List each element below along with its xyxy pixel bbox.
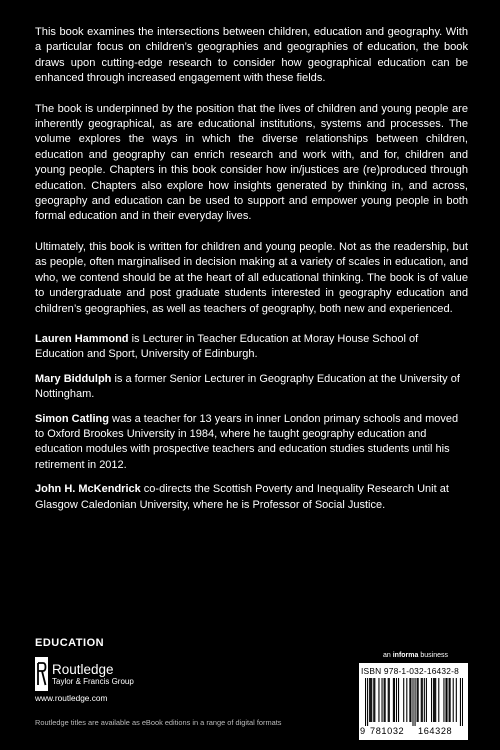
author-bio — [35, 332, 470, 363]
description-paragraph-3: Ultimately, this book is written for children and young people. Not as the readership, but as people, often marginalised in decision making at a variety of scales in education, and who, we contend should be at the heart of all educational thinking. The book is of value to undergraduate and post graduate students interested in geography education and children’s geographies, as well as teachers of geography, both new and experienced. — [35, 240, 468, 315]
author-description: is a former Senior Lecturer in Geography Education at the University of Nottingham. — [35, 372, 460, 401]
barcode-bar — [449, 678, 450, 722]
barcode-bar — [415, 678, 416, 726]
author-description: co-directs the Scottish Poverty and Inequality Research Unit at Glasgow Caledonian University, where he is Professor of Social Justice. — [35, 483, 449, 511]
author-bio — [35, 482, 470, 513]
author-name: Mary Biddulph — [35, 372, 112, 385]
barcode-bar — [456, 678, 457, 722]
barcode-bar — [422, 678, 423, 722]
informa-suffix: business — [418, 652, 448, 659]
barcode-group-2: 164328 — [418, 726, 453, 736]
barcode-bar — [373, 678, 374, 722]
barcode-bar — [417, 678, 418, 722]
barcode-bar — [460, 678, 461, 726]
barcode-bar — [431, 678, 432, 722]
barcode-bar — [393, 678, 394, 722]
informa-prefix: an — [383, 652, 393, 659]
barcode-bar — [403, 678, 404, 722]
description-paragraph-1: This book examines the intersections between children, education and geography. With a particular focus on children’s geographies and geographies of education, the book draws upon cutting-edge research to consider how geographical education can be enhanced through increased engagement with these fields. — [35, 26, 468, 85]
barcode-icon — [365, 678, 463, 726]
publisher-url[interactable]: www.routledge.com — [35, 693, 108, 703]
barcode-bar — [412, 678, 413, 726]
barcode-bar — [374, 678, 375, 722]
author-description: is Lecturer in Teacher Education at Moray House School of Education and Sport, University of Edinburgh. — [35, 333, 419, 361]
barcode-bar — [394, 678, 395, 722]
barcode-bar — [433, 678, 434, 722]
publisher-group: Taylor & Francis Group — [52, 677, 134, 686]
barcode-bar — [384, 678, 385, 722]
barcode-bar — [370, 678, 371, 722]
barcode-bar — [453, 678, 454, 722]
ebook-note: Routledge titles are available as eBook editions in a range of digital formats — [35, 718, 282, 727]
publisher-logo — [35, 656, 235, 692]
barcode-bar — [396, 678, 397, 722]
isbn-barcode — [359, 663, 468, 740]
author-name: Simon Catling — [35, 412, 109, 425]
informa-word: informa — [392, 652, 419, 659]
publisher-names — [52, 662, 134, 686]
isbn-label: ISBN 978-1-032-16432-8 — [361, 666, 459, 676]
description — [35, 25, 468, 332]
description-paragraph-2: The book is underpinned by the position that the lives of children and young people are inherently geographical, as are educational institutions, systems and processes. The volume explores the ways in which the diverse relationships between children, education and geography can enrich research and work with, and for, children and young people. Chapters in this book consider how in/justices are (re)produced through education. Chapters also explore how insights generated by thinking in, and across, geography and education can be used to support and empower young people in both formal education and in their everyday lives. — [35, 102, 468, 223]
author-bios — [35, 332, 470, 522]
author-bio — [35, 372, 470, 403]
barcode-bar — [388, 678, 389, 722]
subject-category: EDUCATION — [35, 637, 105, 649]
barcode-bar — [365, 678, 366, 726]
barcode-bar — [424, 678, 425, 722]
barcode-bar — [398, 678, 399, 722]
barcode-bar — [434, 678, 435, 722]
author-description: was a teacher for 13 years in inner London primary schools and moved to Oxford Brookes University in 1984, where he taught geography education and education modules with prospective teachers and education studies students until his retirement in 2012. — [35, 412, 459, 471]
barcode-bar — [389, 678, 390, 722]
barcode-bar — [421, 678, 422, 722]
barcode-lead-digit: 9 — [360, 726, 366, 736]
barcode-bar — [438, 678, 439, 722]
barcode-bar — [445, 678, 446, 722]
barcode-bar — [382, 678, 383, 722]
barcode-bar — [406, 678, 407, 722]
barcode-bar — [462, 678, 463, 726]
barcode-bar — [435, 678, 436, 722]
barcode-group-1: 781032 — [370, 726, 405, 736]
barcode-bar — [443, 678, 444, 722]
barcode-bar — [371, 678, 372, 722]
author-name: Lauren Hammond — [35, 333, 129, 345]
routledge-logo-icon — [35, 657, 48, 691]
barcode-bar — [367, 678, 368, 726]
barcode-bar — [385, 678, 386, 722]
barcode-bar — [418, 678, 419, 722]
barcode-bar — [410, 678, 411, 722]
barcode-bar — [378, 678, 379, 722]
barcode-bar — [369, 678, 370, 722]
barcode-bar — [426, 678, 427, 722]
author-bio — [35, 412, 470, 474]
barcode-bar — [409, 678, 410, 722]
publisher-name: Routledge — [52, 662, 114, 677]
author-name: John H. McKendrick — [35, 483, 141, 496]
barcode-bar — [446, 678, 447, 722]
barcode-bar — [450, 678, 451, 722]
informa-tagline — [383, 652, 448, 659]
